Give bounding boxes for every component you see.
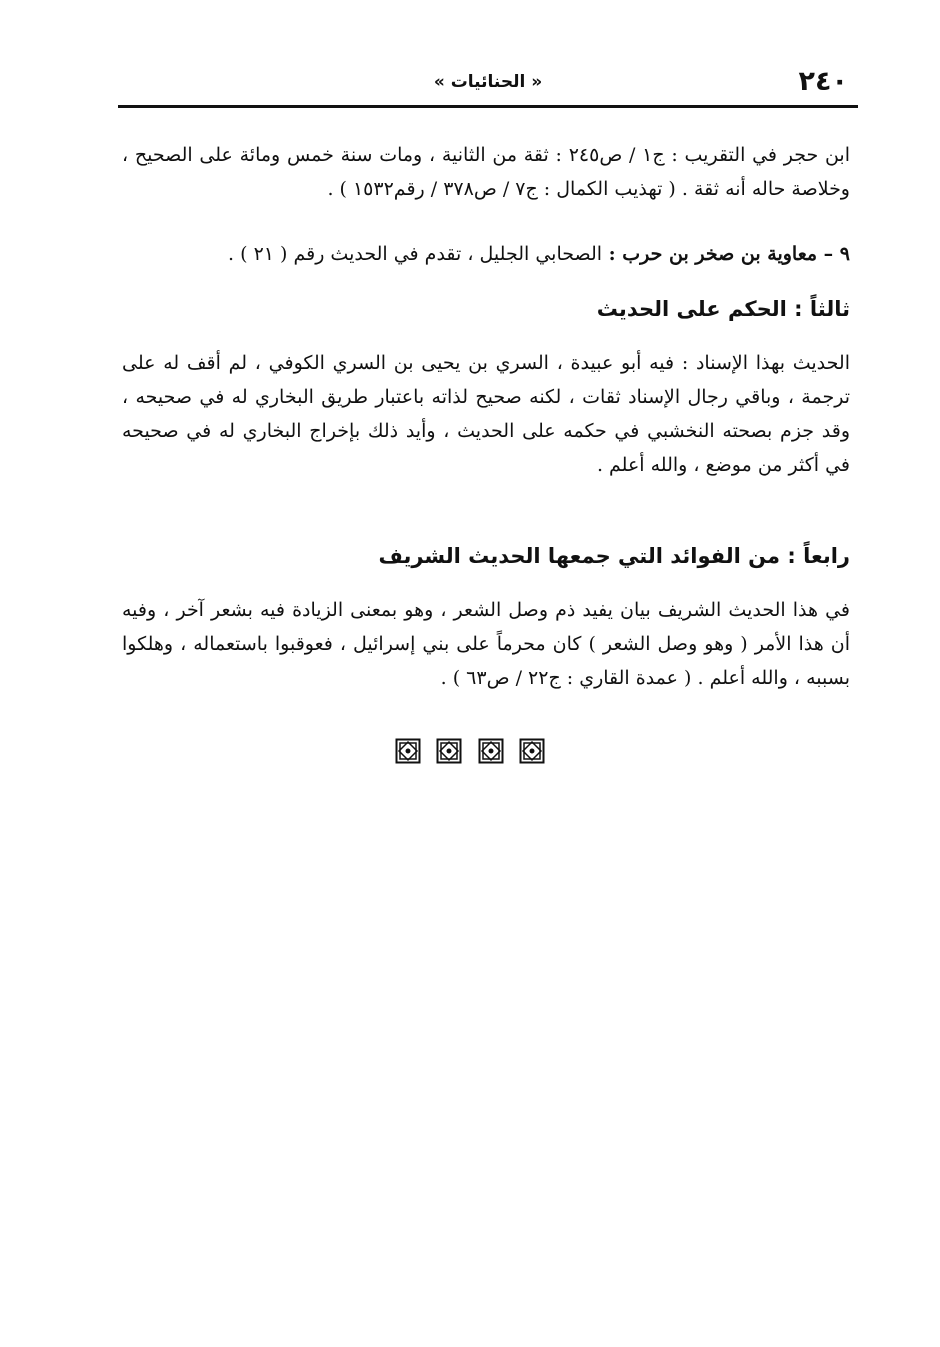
geometric-knot-ornament-icon xyxy=(436,738,462,764)
paragraph-benefits: في هذا الحديث الشريف بيان يفيد ذم وصل الشعر ، وهو بمعنى الزيادة فيه بشعر آخر ، وفيه أن هذا الأمر ( وهو وصل الشعر ) كان محرماً على بني إسرائيل ، فعوقبوا باستعماله ، وهلكوا بسببه ، والله أعلم . ( عمدة القاري : ج٢٢ / ص٦٣ ) . xyxy=(122,599,850,689)
header-rule xyxy=(118,105,858,108)
page-number: ٢٤٠ xyxy=(798,66,848,97)
section-heading-benefits: رابعاً : من الفوائد التي جمعها الحديث الشريف xyxy=(378,544,850,568)
paragraph-ruling: الحديث بهذا الإسناد : فيه أبو عبيدة ، السري بن يحيى بن السري الكوفي ، لم أقف له على ترجمة ، وباقي رجال الإسناد ثقات ، لكنه صحيح لذاته باعتبار طريق البخاري له في صحيحه ، وقد جزم بصحته النخشبي في حكمه على الحديث ، وأيد ذلك بإخراج البخاري له في صحيحه في أكثر من موضع ، والله أعلم . xyxy=(122,352,850,476)
geometric-knot-ornament-icon xyxy=(395,738,421,764)
narrator-name: ٩ – معاوية بن صخر بن حرب : xyxy=(608,243,850,265)
paragraph-narrator-note: ابن حجر في التقريب : ج١ / ص٢٤٥ : ثقة من الثانية ، ومات سنة خمس ومائة على الصحيح ، وخلاصة حاله أنه ثقة . ( تهذيب الكمال : ج٧ / ص٣٧٨ / رقم١٥٣٢ ) . xyxy=(122,144,851,200)
narrator-description: الصحابي الجليل ، تقدم في الحديث رقم ( ٢١ ) . xyxy=(228,243,603,265)
running-title: « الحنائيات » xyxy=(433,72,543,92)
section-heading-ruling: ثالثاً : الحكم على الحديث xyxy=(596,297,850,321)
section-end-ornaments xyxy=(0,738,940,768)
geometric-knot-ornament-icon xyxy=(519,738,545,764)
page-header xyxy=(118,62,858,108)
geometric-knot-ornament-icon xyxy=(478,738,504,764)
paragraph-narrator-9 xyxy=(122,237,850,271)
